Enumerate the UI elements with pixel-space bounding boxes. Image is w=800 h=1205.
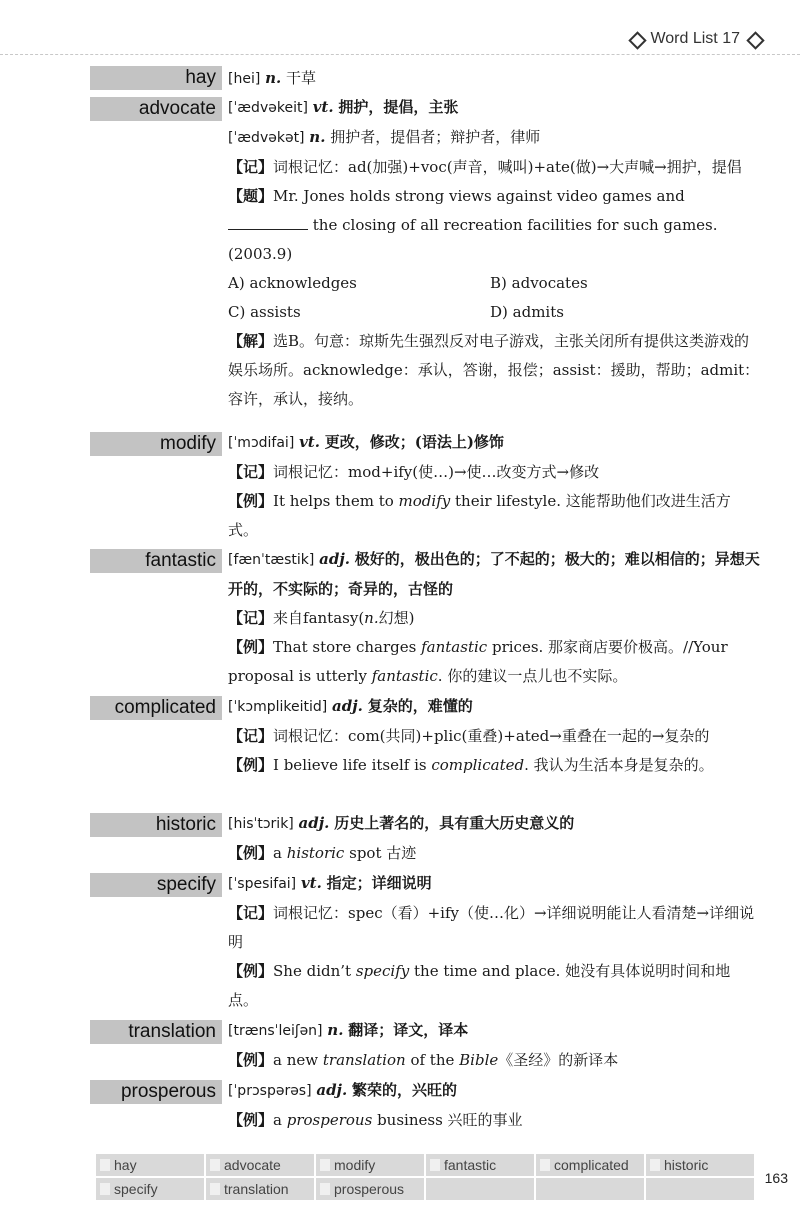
example-tag: 【例】 bbox=[228, 756, 274, 774]
memory-pos: n. bbox=[364, 609, 379, 627]
memory-note: 词根记忆：mod+ify(使…)→使…改变方式→修改 bbox=[273, 463, 600, 481]
part-of-speech: adj. bbox=[319, 550, 350, 568]
entry-complicated bbox=[90, 692, 760, 809]
footer-tab-fantastic: fantastic bbox=[426, 1154, 536, 1178]
diamond-icon bbox=[628, 31, 644, 47]
memory-note: 来自fantasy( bbox=[273, 609, 365, 627]
example-text-cont: . 我认为生活本身是复杂的。 bbox=[524, 756, 714, 774]
example-keyword: prosperous bbox=[286, 1111, 373, 1129]
answer-options bbox=[228, 269, 760, 327]
option-a: A) acknowledges bbox=[228, 274, 357, 292]
headword: complicated bbox=[90, 696, 222, 720]
example-text-cont: of the bbox=[410, 1051, 455, 1069]
example-keyword: complicated bbox=[431, 756, 525, 774]
headword: prosperous bbox=[90, 1080, 222, 1104]
part-of-speech: vt. bbox=[312, 98, 334, 116]
question-tag: 【题】 bbox=[228, 187, 274, 205]
example-text: That store charges bbox=[273, 638, 417, 656]
example-tag: 【例】 bbox=[228, 962, 274, 980]
example-text-end: 《圣经》的新译本 bbox=[498, 1051, 619, 1069]
example-keyword-2: Bible bbox=[459, 1051, 499, 1069]
phonetic: [hisˈtɔrik] bbox=[228, 816, 294, 832]
example-tag: 【例】 bbox=[228, 638, 274, 656]
definition: 干草 bbox=[286, 69, 317, 87]
headword: historic bbox=[90, 813, 222, 837]
footer-tab-empty bbox=[536, 1178, 646, 1202]
phonetic: [ˈmɔdifai] bbox=[228, 435, 295, 451]
memory-tag: 【记】 bbox=[228, 158, 274, 176]
memory-note: 词根记忆：spec（看）+ify（使…化）→详细说明能让人看清楚→详细说明 bbox=[228, 904, 755, 951]
definition: 更改，修改；(语法上)修饰 bbox=[324, 433, 504, 451]
phonetic: [ˈspesifai] bbox=[228, 876, 297, 892]
footer-tab-empty bbox=[426, 1178, 536, 1202]
headword: specify bbox=[90, 873, 222, 897]
footer-tab-modify: modify bbox=[316, 1154, 426, 1178]
footer-tab-prosperous: prosperous bbox=[316, 1178, 426, 1202]
example-keyword: fantastic bbox=[421, 638, 488, 656]
memory-tag: 【记】 bbox=[228, 727, 274, 745]
entry-historic bbox=[90, 809, 760, 869]
answer-blank bbox=[228, 216, 308, 230]
phonetic: [ˈædvəkeit] bbox=[228, 100, 308, 116]
footer-tab-translation: translation bbox=[206, 1178, 316, 1202]
page-header bbox=[628, 24, 762, 54]
example-tag: 【例】 bbox=[228, 1111, 274, 1129]
example-text: a new bbox=[273, 1051, 319, 1069]
example-text: I believe life itself is bbox=[273, 756, 427, 774]
entry-hay bbox=[90, 64, 760, 93]
example-text-end: . 你的建议一点儿也不实际。 bbox=[437, 667, 628, 685]
entry-translation bbox=[90, 1016, 760, 1076]
footer-tab-specify: specify bbox=[96, 1178, 206, 1202]
example-text-cont: business 兴旺的事业 bbox=[377, 1111, 523, 1129]
option-d: D) admits bbox=[490, 303, 564, 321]
question-text: Mr. Jones holds strong views against video games and bbox=[273, 187, 685, 205]
memory-tag: 【记】 bbox=[228, 463, 274, 481]
memory-note-cont: 幻想) bbox=[378, 609, 415, 627]
definition: 繁荣的，兴旺的 bbox=[351, 1081, 457, 1099]
example-text: a bbox=[273, 844, 282, 862]
part-of-speech: n. bbox=[327, 1021, 344, 1039]
phonetic: [ˈkɔmplikeitid] bbox=[228, 699, 328, 715]
example-text-cont: their lifestyle. 这能帮助他们改进生活方式。 bbox=[228, 492, 731, 539]
option-c: C) assists bbox=[228, 303, 301, 321]
footer-tab-advocate: advocate bbox=[206, 1154, 316, 1178]
definition: 拥护，提倡，主张 bbox=[338, 98, 459, 116]
example-text-cont: prices. 那家商店要价极高。//Your proposal is utterly bbox=[228, 638, 728, 685]
example-keyword: historic bbox=[286, 844, 345, 862]
memory-note: 词根记忆：com(共同)+plic(重叠)+ated→重叠在一起的→复杂的 bbox=[273, 727, 710, 745]
entry-specify bbox=[90, 869, 760, 1016]
entry-advocate bbox=[90, 93, 760, 428]
entry-fantastic bbox=[90, 545, 760, 692]
memory-tag: 【记】 bbox=[228, 609, 274, 627]
example-text: It helps them to bbox=[273, 492, 394, 510]
footer-tab-hay: hay bbox=[96, 1154, 206, 1178]
example-text: a bbox=[273, 1111, 282, 1129]
page-number: 163 bbox=[764, 1170, 788, 1186]
footer-tab-historic: historic bbox=[646, 1154, 756, 1178]
example-keyword: translation bbox=[322, 1051, 406, 1069]
definition: 复杂的，难懂的 bbox=[367, 697, 473, 715]
example-keyword-2: fantastic bbox=[371, 667, 438, 685]
part-of-speech: vt. bbox=[300, 874, 322, 892]
header-title: Word List 17 bbox=[650, 30, 740, 47]
phonetic: [ˈprɔspərəs] bbox=[228, 1083, 312, 1099]
entry-prosperous bbox=[90, 1076, 760, 1136]
example-tag: 【例】 bbox=[228, 1051, 274, 1069]
part-of-speech: n. bbox=[309, 128, 326, 146]
definition: 翻译；译文，译本 bbox=[348, 1021, 469, 1039]
definition: 指定；详细说明 bbox=[326, 874, 432, 892]
phonetic: [fænˈtæstik] bbox=[228, 552, 315, 568]
example-keyword: specify bbox=[355, 962, 410, 980]
example-tag: 【例】 bbox=[228, 844, 274, 862]
part-of-speech: vt. bbox=[299, 433, 320, 451]
headword: translation bbox=[90, 1020, 222, 1044]
example-tag: 【例】 bbox=[228, 492, 274, 510]
phonetic: [ˈædvəkət] bbox=[228, 130, 305, 146]
headword: advocate bbox=[90, 97, 222, 121]
word-list bbox=[90, 64, 760, 1136]
explanation: 选B。句意：琼斯先生强烈反对电子游戏，主张关闭所有提供这类游戏的娱乐场所。acknowledge：承认，答谢，报偿；assist：援助，帮助；admit：容许，承认，接纳。 bbox=[228, 332, 760, 408]
definition: 拥护者，提倡者；辩护者，律师 bbox=[330, 128, 541, 146]
part-of-speech: adj. bbox=[316, 1081, 348, 1099]
phonetic: [trænsˈleiʃən] bbox=[228, 1023, 323, 1039]
part-of-speech: adj. bbox=[332, 697, 363, 715]
example-text: She didn’t bbox=[273, 962, 352, 980]
memory-tag: 【记】 bbox=[228, 904, 274, 922]
entry-modify bbox=[90, 428, 760, 545]
definition: 极好的，极出色的；了不起的；极大的；难以相信的；异想天开的，不实际的；奇异的，古怪的 bbox=[228, 550, 760, 598]
option-b: B) advocates bbox=[490, 274, 588, 292]
memory-note: 词根记忆：ad(加强)+voc(声音，喊叫)+ate(做)→大声喊→拥护，提倡 bbox=[273, 158, 742, 176]
headword: modify bbox=[90, 432, 222, 456]
explanation-tag: 【解】 bbox=[228, 332, 274, 350]
headword: fantastic bbox=[90, 549, 222, 573]
example-text-cont: spot 古迹 bbox=[349, 844, 417, 862]
example-keyword: modify bbox=[398, 492, 451, 510]
part-of-speech: adj. bbox=[298, 814, 330, 832]
part-of-speech: n. bbox=[265, 69, 282, 87]
headword: hay bbox=[90, 66, 222, 90]
question-text-cont: the closing of all recreation facilities for such games. (2003.9) bbox=[228, 216, 718, 263]
footer-tab-empty bbox=[646, 1178, 756, 1202]
phonetic: [hei] bbox=[228, 71, 261, 87]
footer-tab-complicated: complicated bbox=[536, 1154, 646, 1178]
footer-word-index bbox=[96, 1154, 758, 1202]
definition: 历史上著名的，具有重大历史意义的 bbox=[334, 814, 575, 832]
header-divider bbox=[0, 54, 800, 55]
example-text-cont: the time and place. 她没有具体说明时间和地点。 bbox=[228, 962, 731, 1009]
diamond-icon bbox=[746, 31, 762, 47]
